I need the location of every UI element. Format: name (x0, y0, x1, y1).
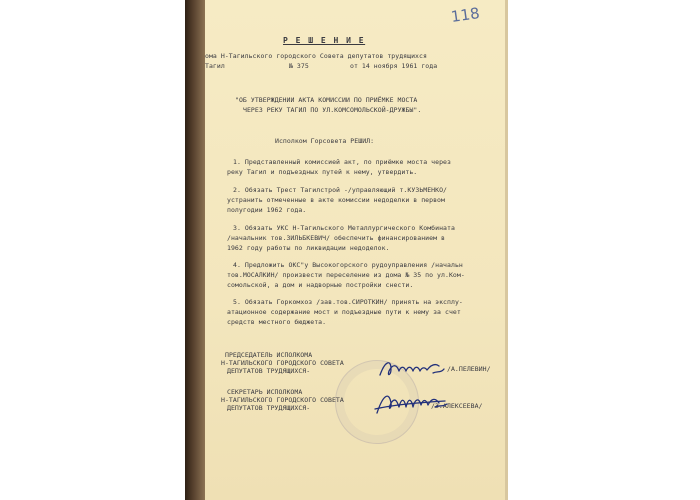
item-line: 3. Обязать УКС Н-Тагильского Металлургического Комбината (233, 224, 455, 232)
item-line: 4. Предложить ОКС"у Высокогорского рудоуправления /начальн (233, 261, 463, 269)
item-line: тов.МОСАЛКИН/ произвести переселение из дома № 35 по ул.Ком- (227, 271, 465, 279)
chair-title: Н-ТАГИЛЬСКОГО ГОРОДСКОГО СОВЕТА (221, 359, 344, 367)
page-edge (505, 0, 508, 500)
subject-line: "ОБ УТВЕРЖДЕНИИ АКТА КОМИССИИ ПО ПРИЁМКЕ МОСТА (235, 96, 418, 104)
header-place: Тагил (205, 62, 225, 70)
secretary-signature (373, 389, 451, 417)
secretary-title: Н-ТАГИЛЬСКОГО ГОРОДСКОГО СОВЕТА (221, 396, 344, 404)
secretary-title: ДЕПУТАТОВ ТРУДЯЩИХСЯ- (227, 404, 311, 412)
chair-title: ДЕПУТАТОВ ТРУДЯЩИХСЯ- (227, 367, 311, 375)
document-title: Р Е Ш Е Н И Е (283, 36, 366, 45)
decision-date: от 14 ноября 1961 года (350, 62, 438, 70)
item-line: /начальник тов.ЗИЛЬБКЕВИЧ/ обеспечить финансированием в (227, 234, 445, 242)
chair-name: /А.ПЕЛЕВИН/ (447, 365, 491, 373)
item-line: 5. Обязать Горкомхоз /зав.тов.СИРОТКИН/ принять на эксплу- (233, 298, 463, 306)
item-line: 1. Представленный комиссией акт, по приёмке моста через (233, 158, 451, 166)
header-line: ома Н-Тагильского городского Совета депутатов трудящихся (205, 52, 427, 60)
decision-number: № 375 (289, 62, 309, 70)
item-line: средств местного бюджета. (227, 318, 327, 326)
secretary-title: СЕКРЕТАРЬ ИСПОЛКОМА (227, 388, 303, 396)
item-line: сомольской, а дом и надворные постройки снести. (227, 281, 414, 289)
item-line: устранить отмеченные в акте комиссии недоделки в первом (227, 196, 445, 204)
binding-spine (185, 0, 205, 500)
handwritten-page-number: 118 (449, 4, 481, 26)
preamble: Исполком Горсовета РЕШИЛ: (275, 137, 375, 145)
item-line: атационное содержание мост и подъездные пути к нему за счет (227, 308, 461, 316)
item-line: 2. Обязать Трест Тагилстрой -/управляющий т.КУЗЬМЕНКО/ (233, 186, 448, 194)
item-line: 1962 году работы по ликвидации недоделок. (227, 244, 390, 252)
document-page (205, 0, 505, 500)
item-line: полугодии 1962 года. (227, 206, 307, 214)
subject-line: ЧЕРЕЗ РЕКУ ТАГИЛ ПО УЛ.КОМСОМОЛЬСКОЙ-ДРУЖБЫ". (243, 106, 422, 114)
chair-title: ПРЕДСЕДАТЕЛЬ ИСПОЛКОМА (225, 351, 313, 359)
item-line: реку Тагил и подъездных путей к нему, утвердить. (227, 168, 418, 176)
chair-signature (377, 357, 447, 381)
secretary-name: /З.АЛЕКСЕЕВА/ (431, 402, 483, 410)
